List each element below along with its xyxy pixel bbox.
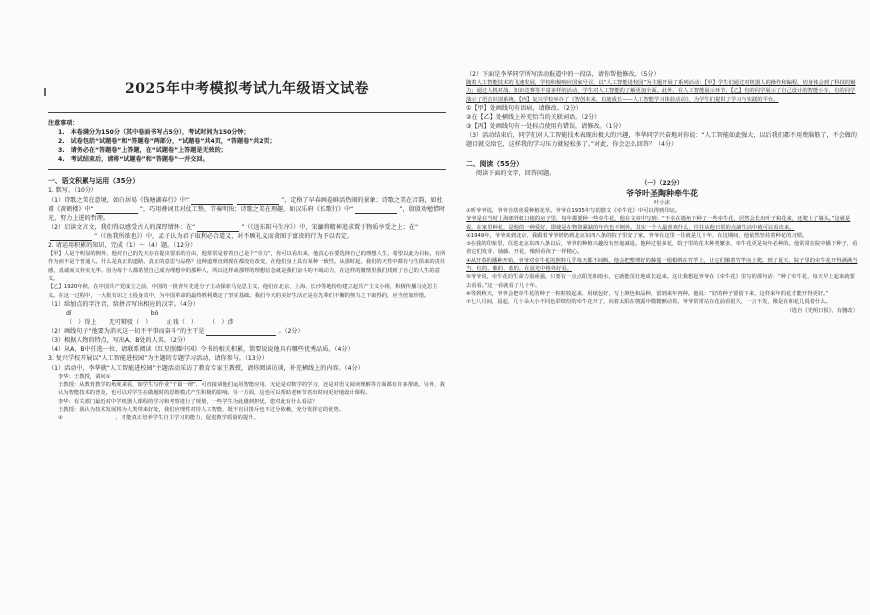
sub-question: ②在【乙】处横线上补充恰当的关联词语。（2分） — [466, 114, 601, 122]
article-title: 爷爷叶圣陶种牵牛花 — [626, 188, 698, 198]
interview-line: ② ，才能真正培养学生自主学习的能力，促进教学质量的提升。 — [58, 415, 259, 422]
section-desc: 阅读下面的文字，回答问题。 — [476, 170, 556, 178]
answer-blank[interactable] — [355, 207, 397, 214]
article-paragraph: ⑤爷爷说，牵牛花的生命力很顽强，只要有一点点阳光和雨水，它就能茁壮地成长起来。这让我想起爷爷在《牵牛花》里写的那句话：“种了牵牛花，每天早上起来就要去看看。”这一看就看了几十年。 — [466, 274, 855, 289]
margin-mark — [44, 88, 46, 96]
answer-blank[interactable] — [50, 234, 92, 241]
question-2-2 — [48, 327, 446, 336]
article-paragraph: ④从开春的播种开始，爷爷对牵牛花的照料几乎每天都不间断。他会把整理好的藤蔓一根根绑在竹竿上，让它们顺着竹竿向上爬。到了夏天，院子里的牵牛花开得满满当当，红的、紫的、蓝的，在晨光中格外好看。 — [466, 257, 858, 273]
sub-question: ①【甲】处画线句有语病，请修改。（2分） — [466, 104, 582, 112]
article-paragraph: ⑦七八月间，晨起，几十朵大小不同色彩缤纷的牵牛花开了，向着太阳在朝露中微微颤动着。爷爷常常站在花前看很久，一言不发，像是在和花儿说着什么。 — [466, 299, 831, 306]
note-item: 4. 考试结束后，请将“试题卷”和“答题卷”一并交回。 — [58, 156, 209, 164]
blank-number: ① — [105, 373, 111, 380]
answer-blank[interactable] — [206, 329, 276, 336]
question-text: ”（《送东阳马生序》）中，宋濂将精神追求置于物质享受之上；在“ — [241, 223, 419, 231]
sub-question: ③【丙】处画线句有一处标点使用有错误，请修改。（1分） — [466, 123, 625, 131]
question-2-1: （1）给加点的字注音，给拼音写出相应的汉字。（4分） — [48, 300, 199, 308]
note-item: 3. 请务必在“答题卷”上答题，在“试题卷”上答题是无效的； — [58, 147, 227, 155]
question-1-2 — [48, 223, 446, 241]
interview-line: 王教授：从教育教学的角度来看，如学生写作业“千篇一律”，可直接请他们运用智能应用，无论是对数学的学习，还是对语文阅读理解等方面都有许多帮助。另外，我认为智能技术的普及，也可以对学生在做题时的思维模式产生积极的影响。另一方面，这也可以帮助老师节省出时间更好地设计课程。 — [58, 381, 445, 397]
question-2: 2. 请运用积累的知识，完成（1）～（4）题。（12分） — [48, 242, 197, 250]
left-column — [48, 70, 446, 610]
answer-blank[interactable] — [191, 198, 233, 205]
part-heading: （一）（22分） — [641, 179, 683, 187]
pinyin-row: dí bó — [66, 310, 159, 317]
question-3-2: （2）下面是李华同学所写活动报道中的一段话，请你帮他修改。（5分） — [466, 71, 660, 78]
question-text: （2）启读文言文，我们得以感受古人的深厚情怀：在“ — [48, 223, 196, 231]
question-2-3: （3）根据人物的特点，写出A、B处的人名。（2分） — [48, 337, 190, 345]
question-3-1: （1）活动中，李华就“人工智能进校园”主题活动采访了教育专家王教授，请你阅读访谈，补充横线上的内容。（4分） — [48, 364, 364, 372]
question-1: 1. 默写。（10分） — [48, 187, 98, 195]
article-paragraph: ①听爷爷说，爷爷自幼喜爱种植花草。爷爷在1935年写的散文《牵牛花》中可以得到印证。 — [466, 207, 681, 214]
article-paragraph: ③在我的印象里，住进北京东四八条以后，爷爷的种植兴趣没有丝毫减退。他种过很多花，院子里的花木种类繁多，牵牛花更是每年必种的。他常常在院中播下种子，看着它们发芽、抽藤、开花，像照看孩子一样精心。 — [466, 241, 858, 256]
note-item: 2. 试卷包括“试题卷”和“答题卷”两部分，“试题卷”共4页，“答题卷”共2页； — [58, 138, 276, 146]
question-text: ”，殷殷劝勉惜时光，努力上进的哲理。 — [48, 205, 446, 222]
answer-blank[interactable] — [237, 198, 279, 205]
note-item: 1. 本卷满分为150分（其中卷面书写占5分），考试时间为150分钟； — [58, 129, 250, 137]
right-column — [466, 70, 858, 610]
answer-blank[interactable] — [197, 225, 239, 232]
question-1-1 — [48, 196, 446, 223]
passage-jia: 【甲】人是个明显的例外，他对自己的先天存在提出要求的自由，他常常是着着自己是个“旁力”，你可以看出来，他真心在要选择自己的理想人生，希望以此为目标，有所作为而不是个普通人。什么是真正的道路，真正的意思与品格？这种道理直到现在都没有改变，在他们身上具有某种一致性。从那时起，我们的天性中都有与生俱来的责任感，真诚而又朴实无华。因为每个人都希望自己成为理想中的那种人，所以这样或那样的理想信念就是我们奋斗的不竭动力，在这样的激情里我们找到了自己的人生的意义。 — [48, 251, 446, 283]
interview-line: 李华：有关部门最近对中学机器人课程的学习和考察进行了规划，一些学生为此感到担忧，您对此有什么看法？ — [58, 398, 318, 405]
page-title: 2025年中考模拟考试九年级语文试卷 — [125, 81, 369, 97]
interview-text: 李华：王教授，请问 — [58, 373, 106, 380]
section-heading: 一、语文积累与运用（35分） — [48, 177, 140, 186]
answer-blank[interactable] — [112, 374, 202, 381]
report-text: 随着人工智能技术的飞速发展，学校积极响应国家号召，以“人工智能进校园”为主题开展了系列活动：【甲】学生们通过对机器人的操作和编程，切身体会到了科技的魅力；通过人机对战、知识竞赛等丰富多样的活动，学生对人工智能的了解更加全面。此外，在人工智能展示环节，【乙】有的同学展示了自己设计的智能小车，有的同学演示了语音识别系统。【丙】复兴学校举办了《智创未来，启迪成长——人工智能学习体验活动》，为学生们提供了学习与实践的平台。 — [466, 80, 856, 103]
article-paragraph: 爷爷是在当时上海郊外虹口租的房子里，每年都要种一些牵牛花，他在文章中写到：“不幸在墙角下种了一些牵牛花，居然会长出叶子和花来，还爬上了墙头。”这就是说，在家里种花，是他的一种爱好，即使是在物资紧缺的年代也不例外。其实一个人最喜欢什么，往往从他日常的点滴生活中就可以看出来。 — [466, 216, 851, 231]
article-paragraph: ⑥等到秋天，爷爷会把牵牛花的种子一粒粒收起来，用纸包好，写上颜色和品种，留到来年再种。他说：“好的种子要留下来，这样来年的花才能开得更好。” — [466, 290, 829, 297]
question-2-4: （4）从A、B中任选一位，请联系阅读《红星照耀中国》令书的相关积累，简要说说他具有哪些优秀品质。（4分） — [48, 346, 354, 354]
article-source: （选自《光明日报》，有删改） — [786, 307, 858, 314]
word-row: （ ）得上 无可辩驳（ ） 止戏（ ） （ ）涉 — [66, 319, 234, 327]
notes-header: 注意事项： — [48, 120, 79, 127]
question-text: ”，定格了早春画卷鲜活热闹的景象；诗歌之美在音韵，如杜甫《黄鹤楼》中“ — [48, 196, 443, 213]
question-3: 3. 复兴学校开展以“人工智能进校园”为主题的专题学习活动，请你参与。（13分） — [48, 355, 268, 363]
article-author: 叶小沫 — [654, 199, 670, 206]
question-text: ”，巧用叠词且对仗工整。节奏明快；诗歌之美在理趣，如汉乐府《长歌行》中“ — [139, 205, 354, 213]
article-paragraph: ②1949年，爷爷来到北京，我跟着爷爷奶奶到北京东四八条的院子里安了家。爷爷在这里一住就是几十年，在这期间，他依然坚持着种花的习惯。 — [466, 232, 808, 239]
interview-line: 王教授：我认为技术发展将为人类带来好处，我们应理性对待人工智能，既不盲目排斥也不过分依赖，充分发挥它的优势。 — [58, 406, 345, 413]
divider — [48, 169, 446, 170]
question-3-3: （3）活动结束后，同学们对人工智能技术表现出极大的兴趣，李华同学兴奋地对你说：“人工智能如此强大，以后我们都不用费脑筋了，不会做的题目就交给它，这样我的学习压力就轻松多了。”对此，你会怎么回答？（4分） — [466, 132, 857, 149]
question-text: ”（《鱼我所欲也》）中，孟子认为君子取利必合道义，对不顾礼义而贪图于富贵的行为予以否定。 — [94, 232, 354, 240]
section-heading: 二、阅读（55分） — [466, 160, 524, 169]
question-text: （1）诗歌之美在意境，如白居易《钱塘湖春行》中“ — [48, 196, 190, 204]
passage-yi: 【乙】1920年秋，在中国共产党成立之前，中国的一批青年先进分子主动探索马克思主义，他们在北京、上海、长沙等地纷纷建立起共产主义小组，积极传播马克思主义。在这一过程中，一大批有识之士投身其中，为中国革命的最终胜利奠定了坚实基础。我们今天的美好生活正是在先辈们不懈的努力之下取得的，应当倍加珍惜。 — [48, 284, 438, 299]
divider — [48, 112, 446, 113]
question-text: （2）画线句子“他要为消灭这一切不平事而奋斗”的主干是 — [48, 328, 205, 336]
interview-line — [48, 373, 446, 381]
answer-blank[interactable] — [96, 207, 138, 214]
score: 。（2分） — [278, 328, 304, 336]
